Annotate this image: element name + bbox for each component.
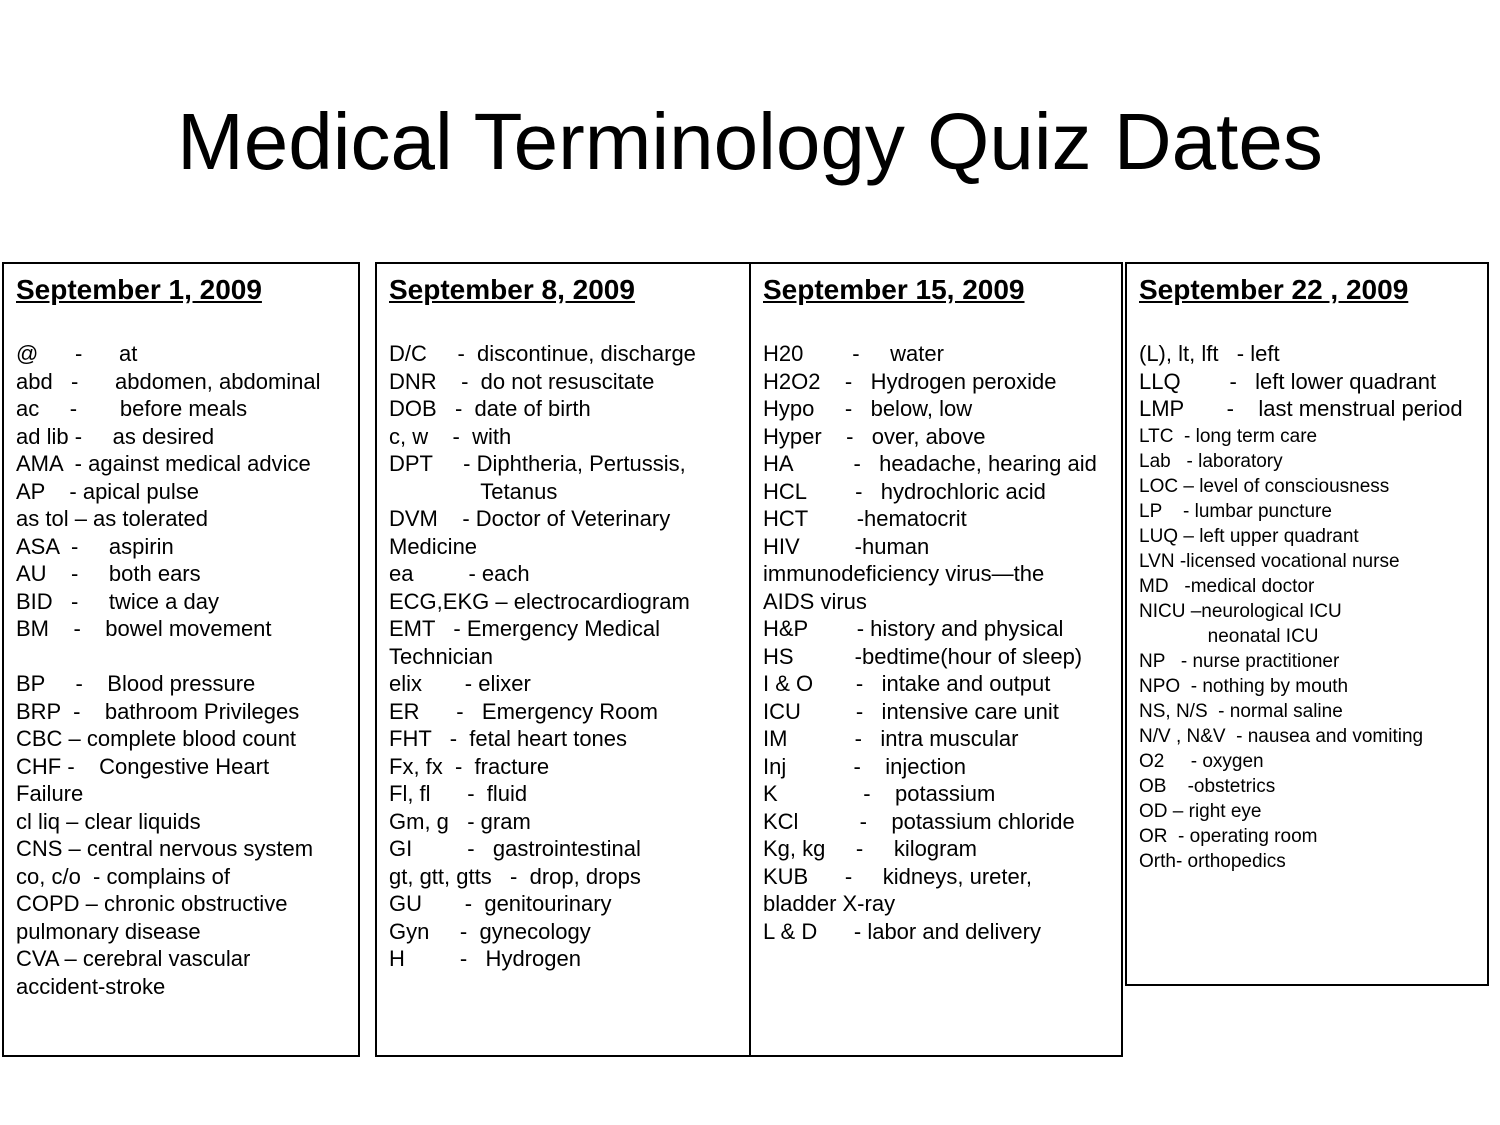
- term-entry: LMP - last menstrual period: [1139, 396, 1463, 421]
- term-entry: ASA - aspirin: [16, 533, 174, 559]
- term-entry: DNR - do not resuscitate: [389, 368, 655, 394]
- term-entry: immunodeficiency virus—the: [763, 561, 1045, 586]
- column-sep-1: [2, 262, 360, 1057]
- column-heading: September 8, 2009: [389, 274, 635, 305]
- term-entry: Fx, fx - fracture: [389, 753, 550, 779]
- term-entry: AIDS virus: [763, 588, 867, 614]
- term-entry: cl liq – clear liquids: [16, 808, 201, 834]
- term-entry: H&P - history and physical: [763, 616, 1064, 641]
- term-entry: IM - intra muscular: [763, 726, 1019, 751]
- term-entry: Orth- orthopedics: [1139, 851, 1286, 872]
- term-entry: as tol – as tolerated: [16, 506, 209, 531]
- term-entry: Hypo - below, low: [763, 396, 973, 421]
- term-entry: H20 - water: [763, 341, 944, 366]
- term-entry: OR - operating room: [1139, 826, 1318, 847]
- term-entry: abd - abdomen, abdominal: [16, 368, 321, 394]
- term-entry: KUB - kidneys, ureter,: [763, 863, 1032, 889]
- term-entry: D/C - discontinue, discharge: [389, 341, 696, 366]
- term-entry: LTC - long term care: [1139, 426, 1318, 447]
- term-entry: L & D - labor and delivery: [763, 918, 1041, 944]
- term-entry: Tetanus: [389, 478, 558, 504]
- term-entry: Inj - injection: [763, 753, 966, 779]
- term-entry: BM - bowel movement: [16, 616, 272, 641]
- term-entry: FHT - fetal heart tones: [389, 726, 628, 751]
- term-entry: AMA - against medical advice: [16, 451, 311, 476]
- term-entry: accident-stroke: [16, 973, 166, 999]
- column-sep-8: [375, 262, 751, 1057]
- term-entry: BP - Blood pressure: [16, 671, 256, 696]
- term-entry: NS, N/S - normal saline: [1139, 701, 1343, 722]
- column-heading: September 15, 2009: [763, 274, 1025, 305]
- term-entry: neonatal ICU: [1139, 626, 1319, 647]
- term-entry: GI - gastrointestinal: [389, 836, 641, 861]
- blank-line: [16, 643, 354, 671]
- term-entry: Kg, kg - kilogram: [763, 836, 977, 861]
- term-entry: LLQ - left lower quadrant: [1139, 368, 1437, 394]
- term-entry: CVA – cerebral vascular: [16, 946, 251, 971]
- term-entry: NP - nurse practitioner: [1139, 651, 1340, 672]
- term-entry: DVM - Doctor of Veterinary: [389, 506, 671, 531]
- term-entry: N/V , N&V - nausea and vomiting: [1139, 726, 1424, 747]
- term-entry: Lab - laboratory: [1139, 451, 1283, 472]
- term-entry: CBC – complete blood count: [16, 726, 297, 751]
- term-entry: GU - genitourinary: [389, 891, 612, 916]
- term-entry: NPO - nothing by mouth: [1139, 676, 1349, 697]
- term-entry: BRP - bathroom Privileges: [16, 698, 300, 724]
- term-entry: KCl - potassium chloride: [763, 808, 1075, 834]
- term-entry: Failure: [16, 781, 84, 806]
- page-title: Medical Terminology Quiz Dates: [177, 97, 1323, 186]
- term-list: [16, 340, 354, 1000]
- term-entry: pulmonary disease: [16, 918, 201, 944]
- term-entry: elix - elixer: [389, 671, 531, 696]
- term-entry: CNS – central nervous system: [16, 836, 314, 861]
- term-entry: DPT - Diphtheria, Pertussis,: [389, 451, 686, 476]
- term-entry: LOC – level of consciousness: [1139, 476, 1390, 497]
- term-entry: O2 - oxygen: [1139, 751, 1264, 772]
- term-entry: LP - lumbar puncture: [1139, 501, 1332, 522]
- term-entry: bladder X-ray: [763, 891, 896, 916]
- column-heading: September 1, 2009: [16, 274, 262, 305]
- term-entry: HA - headache, hearing aid: [763, 451, 1097, 476]
- term-entry: Medicine: [389, 533, 478, 559]
- term-entry: Gm, g - gram: [389, 808, 531, 834]
- term-entry: Fl, fl - fluid: [389, 781, 528, 806]
- term-entry: ER - Emergency Room: [389, 698, 658, 724]
- term-entry: HIV -human: [763, 533, 930, 559]
- term-entry: I & O - intake and output: [763, 671, 1051, 696]
- term-entry: BID - twice a day: [16, 588, 219, 614]
- term-entry: Gyn - gynecology: [389, 918, 591, 944]
- term-entry: Technician: [389, 643, 493, 669]
- term-list-large: [1139, 340, 1483, 423]
- term-entry: ECG,EKG – electrocardiogram: [389, 588, 690, 614]
- term-entry: HCT -hematocrit: [763, 506, 967, 531]
- term-entry: ea - each: [389, 561, 530, 586]
- term-entry: EMT - Emergency Medical: [389, 616, 661, 641]
- term-entry: NICU –neurological ICU: [1139, 601, 1342, 622]
- term-entry: CHF - Congestive Heart: [16, 753, 270, 779]
- term-entry: DOB - date of birth: [389, 396, 591, 421]
- term-list: [389, 340, 745, 973]
- term-list: [763, 340, 1117, 945]
- term-entry: co, c/o - complains of: [16, 863, 230, 889]
- term-entry: HCL - hydrochloric acid: [763, 478, 1046, 504]
- term-entry: COPD – chronic obstructive: [16, 891, 288, 916]
- term-entry: (L), lt, lft - left: [1139, 341, 1280, 366]
- term-entry: AP - apical pulse: [16, 478, 200, 504]
- term-entry: AU - both ears: [16, 561, 201, 586]
- term-entry: ad lib - as desired: [16, 423, 215, 449]
- term-entry: ICU - intensive care unit: [763, 698, 1059, 724]
- term-entry: Hyper - over, above: [763, 423, 986, 449]
- term-entry: LVN -licensed vocational nurse: [1139, 551, 1400, 572]
- column-sep-15: [749, 262, 1123, 1057]
- term-entry: MD -medical doctor: [1139, 576, 1315, 597]
- term-entry: c, w - with: [389, 423, 512, 449]
- term-list-small: [1139, 424, 1483, 874]
- column-heading: September 22 , 2009: [1139, 274, 1409, 305]
- term-entry: HS -bedtime(hour of sleep): [763, 643, 1083, 669]
- term-entry: LUQ – left upper quadrant: [1139, 526, 1359, 547]
- term-entry: ac - before meals: [16, 396, 248, 421]
- term-entry: @ - at: [16, 341, 138, 366]
- term-entry: OD – right eye: [1139, 801, 1262, 822]
- term-entry: gt, gtt, gtts - drop, drops: [389, 863, 641, 889]
- term-entry: H2O2 - Hydrogen peroxide: [763, 368, 1057, 394]
- column-sep-22: [1125, 262, 1489, 986]
- term-entry: OB -obstetrics: [1139, 776, 1276, 797]
- term-entry: K - potassium: [763, 781, 996, 806]
- term-entry: H - Hydrogen: [389, 946, 581, 971]
